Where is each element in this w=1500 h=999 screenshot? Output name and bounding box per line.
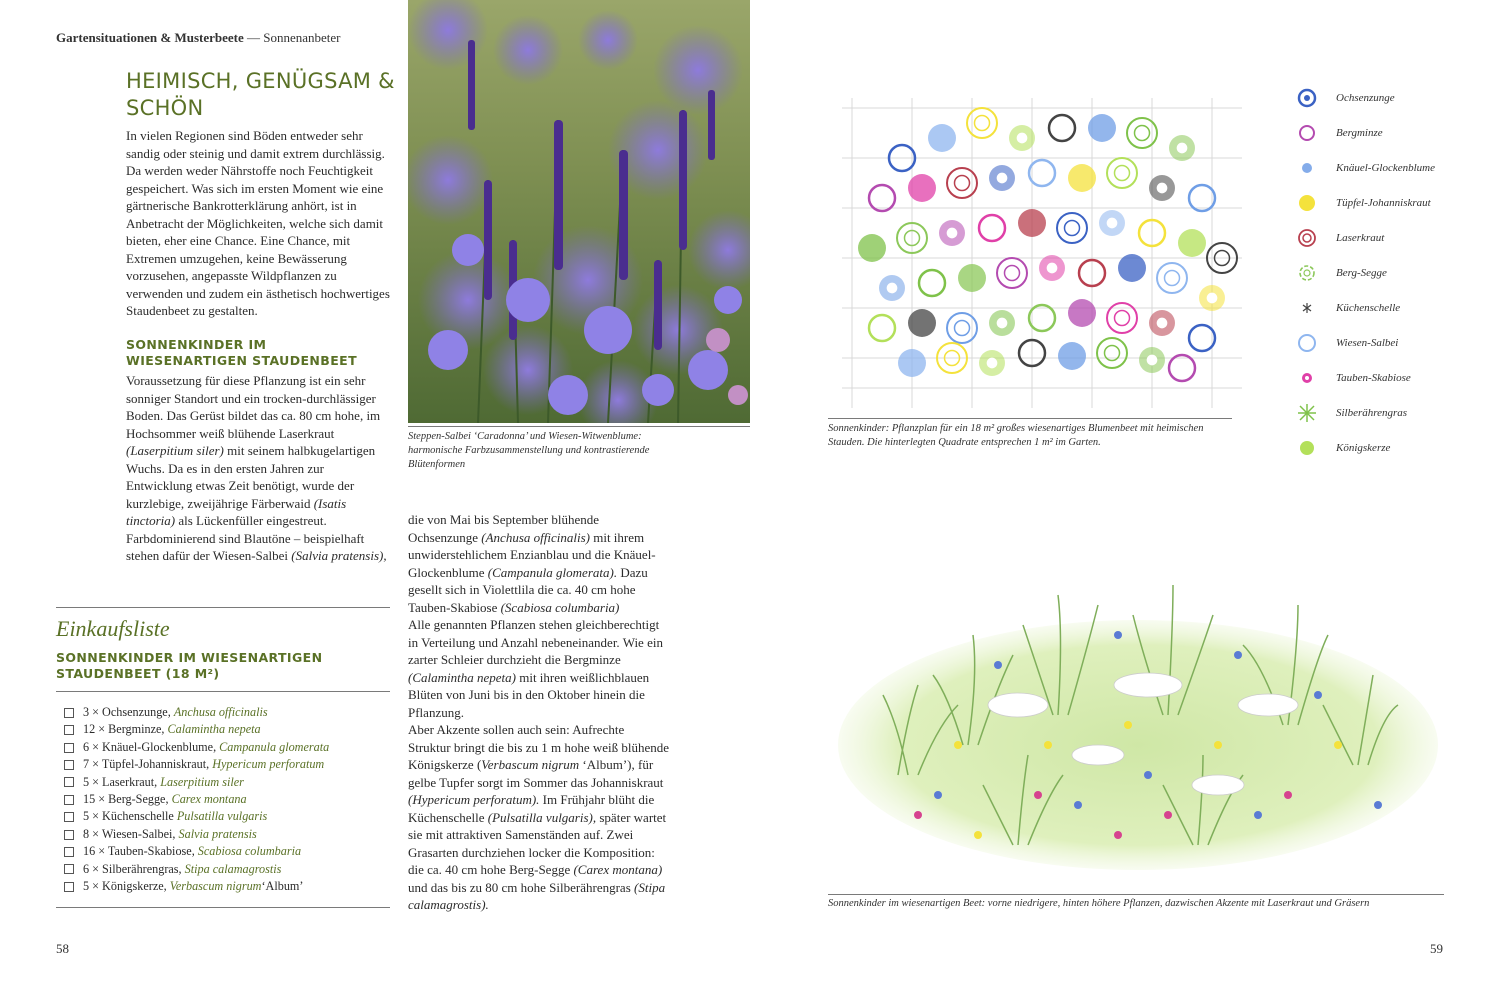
checkbox-icon xyxy=(64,847,74,857)
shopping-list-item xyxy=(64,739,394,756)
checkbox-icon xyxy=(64,725,74,735)
item-botanical-name: Campanula glomerata xyxy=(219,739,330,754)
legend-item xyxy=(1296,220,1496,255)
plan-plant-mark xyxy=(1029,305,1055,331)
shopping-list-item xyxy=(64,791,394,808)
legend-item xyxy=(1296,150,1496,185)
checkbox-icon xyxy=(64,777,74,787)
legend-label: Tüpfel-Johanniskraut xyxy=(1336,196,1431,209)
legend-item xyxy=(1296,80,1496,115)
checkbox-icon xyxy=(64,708,74,718)
shopping-mid-rule xyxy=(56,691,390,692)
item-botanical-name: Scabiosa columbaria xyxy=(197,844,302,859)
tauben-skabiose-icon xyxy=(1296,367,1318,389)
legend-label: Wiesen-Salbei xyxy=(1336,336,1399,349)
koenigskerze-icon xyxy=(1296,437,1318,459)
shopping-title: Einkaufsliste xyxy=(56,616,170,641)
bed-caption: Sonnenkinder im wiesenartigen Beet: vorne niedrigere, hinten höhere Pflanzen, dazwischen Akzente mit Laserkraut und Gräsern xyxy=(828,898,1370,909)
checkbox-icon xyxy=(64,864,74,874)
plan-plant-mark xyxy=(1118,254,1146,282)
salvia-photo xyxy=(408,0,750,423)
item-quantity: 16 × Tauben-Skabiose, xyxy=(83,844,198,859)
item-cultivar: ‘Album’ xyxy=(261,879,304,894)
item-botanical-name: Carex montana xyxy=(171,792,247,807)
shopping-list-item xyxy=(64,721,394,738)
plan-plant-mark xyxy=(879,275,905,301)
legend-item xyxy=(1296,290,1496,325)
plan-plant-mark xyxy=(908,309,936,337)
plan-plant-mark xyxy=(1049,115,1075,141)
plan-plant-mark xyxy=(1139,347,1165,373)
page-number-left: 58 xyxy=(56,941,69,956)
plan-plant-mark xyxy=(869,315,895,341)
planting-paragraph: Voraussetzung für diese Pflanzung ist ein sehr sonniger Standort und ein trocken-durchlässiger Boden. Das Gerüst bildet das ca. 80 cm hohe, im Hochsommer weiß blühende Laserkraut (Laserpitium siler) mit seinem halbkugelartigen Wuchs. Da es in den ersten Jahren zur Entwicklung etwas Zeit benötigt, wurde der kurzlebige, zweijährige Färberwaid (Isatis tinctoria) als Lückenfüller eingestreut. Farbdominierend sind Blautöne – beispielhaft stehen dafür der Wiesen-Salbei (Salvia pratensis), xyxy=(126,373,387,563)
knaeuel-glockenblume-icon xyxy=(1296,157,1318,179)
item-quantity: 6 × Silberährengras, xyxy=(83,861,185,876)
bed-illustration xyxy=(818,545,1462,885)
plan-plant-mark xyxy=(908,174,936,202)
section-heading: SONNENKINDER IM WIESENARTIGEN STAUDENBEET xyxy=(126,337,358,368)
item-quantity: 12 × Bergminze, xyxy=(83,722,168,737)
plant-legend xyxy=(1296,80,1496,465)
plan-caption: Sonnenkinder: Pflanzplan für ein 18 m² großes wiesenartiges Blumenbeet mit heimischen Stauden. Die hinterlegten Quadrate entsprechen 1 m² im Garten. xyxy=(828,423,1204,448)
item-botanical-name: Pulsatilla vulgaris xyxy=(176,809,268,824)
planting-plan-graphic xyxy=(842,98,1242,408)
checkbox-icon xyxy=(64,743,74,753)
checkbox-icon xyxy=(64,830,74,840)
shopping-bottom-rule xyxy=(56,907,390,908)
legend-label: Küchenschelle xyxy=(1336,301,1401,314)
legend-item xyxy=(1296,360,1496,395)
item-botanical-name: Anchusa officinalis xyxy=(173,705,268,719)
ochsenzunge-icon xyxy=(1296,87,1318,109)
photo-caption: Steppen-Salbei ‘Caradonna’ und Wiesen-Witwenblume: harmonische Farbzusammenstellung und kontrastierende Blütenformen xyxy=(408,431,650,470)
legend-label: Berg-Segge xyxy=(1336,266,1387,279)
shopping-list-item xyxy=(64,704,394,721)
plan-plant-mark xyxy=(979,215,1005,241)
shopping-heading: SONNENKINDER IM WIESENARTIGEN STAUDENBEET (18 M²) xyxy=(56,650,323,681)
checkbox-icon xyxy=(64,760,74,770)
plan-plant-mark xyxy=(989,165,1015,191)
plan-plant-mark xyxy=(1189,325,1215,351)
berg-segge-icon xyxy=(1296,262,1318,284)
legend-label: Ochsenzunge xyxy=(1336,91,1395,104)
legend-item xyxy=(1296,395,1496,430)
plan-plant-mark xyxy=(989,310,1015,336)
plan-plant-mark xyxy=(869,185,895,211)
plan-plant-mark xyxy=(1039,255,1065,281)
item-botanical-name: Calamintha nepeta xyxy=(167,722,261,737)
checkbox-icon xyxy=(64,812,74,822)
running-header xyxy=(56,30,341,46)
shopping-list-item xyxy=(64,774,394,791)
bed-rule xyxy=(828,894,1444,895)
plan-plant-mark xyxy=(939,220,965,246)
item-botanical-name: Verbascum nigrum xyxy=(169,879,262,894)
item-quantity: 8 × Wiesen-Salbei, xyxy=(83,826,179,841)
item-botanical-name: Stipa calamagrostis xyxy=(184,861,282,876)
subsection-title: Sonnenanbeter xyxy=(263,30,341,45)
header-dash: — xyxy=(247,30,260,45)
laserkraut-icon xyxy=(1296,227,1318,249)
legend-label: Bergminze xyxy=(1336,126,1383,139)
item-quantity: 6 × Knäuel-Glockenblume, xyxy=(83,739,220,754)
plan-plant-mark xyxy=(898,349,926,377)
item-quantity: 7 × Tüpfel-Johanniskraut, xyxy=(83,757,213,772)
plan-plant-mark xyxy=(1029,160,1055,186)
tuepfel-johanniskraut-icon xyxy=(1296,192,1318,214)
shopping-list-item xyxy=(64,878,394,895)
plan-plant-mark xyxy=(1178,229,1206,257)
plan-plant-mark xyxy=(1018,209,1046,237)
photo-rule xyxy=(408,426,750,427)
shopping-list-item xyxy=(64,756,394,773)
photo-graphic xyxy=(408,0,750,423)
item-botanical-name: Salvia pratensis xyxy=(178,826,257,841)
plan-plant-mark xyxy=(1057,213,1087,243)
bergminze-icon xyxy=(1296,122,1318,144)
item-botanical-name: Laserpitium siler xyxy=(160,774,244,789)
shopping-list-item xyxy=(64,861,394,878)
section-title: Gartensituationen & Musterbeete xyxy=(56,30,244,45)
intro-paragraph: In vielen Regionen sind Böden entweder sehr sandig oder steinig und damit extrem durchlässig. Da werden weder Nährstoffe noch Feuchtigkeit gespeichert. Was sich im ersten Moment wie eine gärtnerische Bankrotterklärung anhört, ist in Anbetracht der Möglichkeiten, welche sich damit bieten, eher eine Chance. Eine Chance, mit Extremen umzugehen, keine Bewässerung vorzusehen, angepasste Wildpflanzen zu verwenden und zudem ein ästhetisch hochwertiges Staudenbeet zu gestalten. xyxy=(126,128,390,318)
checkbox-icon xyxy=(64,882,74,892)
legend-item xyxy=(1296,115,1496,150)
shopping-list-item xyxy=(64,808,394,825)
legend-label: Laserkraut xyxy=(1336,231,1385,244)
page-title: HEIMISCH, GENÜGSAM & SCHÖN xyxy=(126,69,395,120)
planting-plan xyxy=(842,98,1242,408)
plan-plant-mark xyxy=(858,234,886,262)
shopping-list-item xyxy=(64,843,394,860)
plan-rule xyxy=(828,418,1232,419)
plan-plant-mark xyxy=(1107,158,1137,188)
plan-plant-mark xyxy=(1189,185,1215,211)
page-number-right: 59 xyxy=(1430,941,1443,956)
legend-label: Königskerze xyxy=(1336,441,1391,454)
plan-plant-mark xyxy=(979,350,1005,376)
legend-label: Silberährengras xyxy=(1336,406,1408,419)
legend-item xyxy=(1296,185,1496,220)
plan-plant-mark xyxy=(958,264,986,292)
plan-plant-mark xyxy=(1009,125,1035,151)
shopping-top-rule xyxy=(56,607,390,608)
plan-plant-mark xyxy=(928,124,956,152)
item-botanical-name: Hypericum perforatum xyxy=(212,757,325,772)
legend-item xyxy=(1296,325,1496,360)
plan-plant-mark xyxy=(1199,285,1225,311)
plan-plant-mark xyxy=(1088,114,1116,142)
plan-plant-mark xyxy=(1058,342,1086,370)
plan-plant-mark xyxy=(1149,175,1175,201)
item-quantity: 15 × Berg-Segge, xyxy=(83,792,172,807)
middle-paragraph: die von Mai bis September blühende Ochsenzunge (Anchusa officinalis) mit ihrem unwiderstehlichem Enzianblau und die Knäuel-Glockenblume (Campanula glomerata). Dazu gesellt sich in Violettlila die ca. 40 cm hohe Tauben-Skabiose (Scabiosa columbaria) Alle genannten Pflanzen stehen gleichberechtigt in Verteilung und Anzahl nebeneinander. Wie ein zarter Schleier durchzieht die Bergminze (Calamintha nepeta) mit ihren weißlichblauen Blüten von Juni bis in den Oktober hinein die Pflanzung. Aber Akzente sollen auch sein: Aufrechte Struktur bringt die bis zu 1 m hohe weiß blühende Königskerze (Verbascum nigrum ‘Album’), für gelbe Tupfer sorgt im Sommer das Johanniskraut (Hypericum perforatum). Im Frühjahr blüht die Küchenschelle (Pulsatilla vulgaris), später wartet sie mit attraktiven Samenständen auf. Zwei Grasarten durchziehen locker die Komposition: die ca. 40 cm hohe Berg-Segge (Carex montana) und das bis zu 80 cm hohe Silberährengras (Stipa calamagrostis). xyxy=(408,512,670,912)
kuechenschelle-icon xyxy=(1296,297,1318,319)
item-quantity: 3 × Ochsenzunge, xyxy=(83,705,174,719)
checkbox-icon xyxy=(64,795,74,805)
plan-plant-mark xyxy=(1157,263,1187,293)
plan-plant-mark xyxy=(919,270,945,296)
legend-label: Tauben-Skabiose xyxy=(1336,371,1411,384)
plan-plant-mark xyxy=(1149,310,1175,336)
legend-label: Knäuel-Glockenblume xyxy=(1336,161,1435,174)
plan-plant-mark xyxy=(1068,299,1096,327)
item-quantity: 5 × Laserkraut, xyxy=(83,774,161,789)
silberaehrengras-icon xyxy=(1296,402,1318,424)
plan-plant-mark xyxy=(997,258,1027,288)
wiesen-salbei-icon xyxy=(1296,332,1318,354)
plan-plant-mark xyxy=(1068,164,1096,192)
item-quantity: 5 × Königskerze, xyxy=(83,879,170,894)
plan-plant-mark xyxy=(1099,210,1125,236)
plan-plant-mark xyxy=(1169,355,1195,381)
bed-illustration-graphic xyxy=(818,545,1462,885)
plan-plant-mark xyxy=(1097,338,1127,368)
shopping-list xyxy=(64,704,394,895)
shopping-list-item xyxy=(64,826,394,843)
legend-item xyxy=(1296,430,1496,465)
item-quantity: 5 × Küchenschelle xyxy=(83,809,177,824)
plan-plant-mark xyxy=(1169,135,1195,161)
legend-item xyxy=(1296,255,1496,290)
